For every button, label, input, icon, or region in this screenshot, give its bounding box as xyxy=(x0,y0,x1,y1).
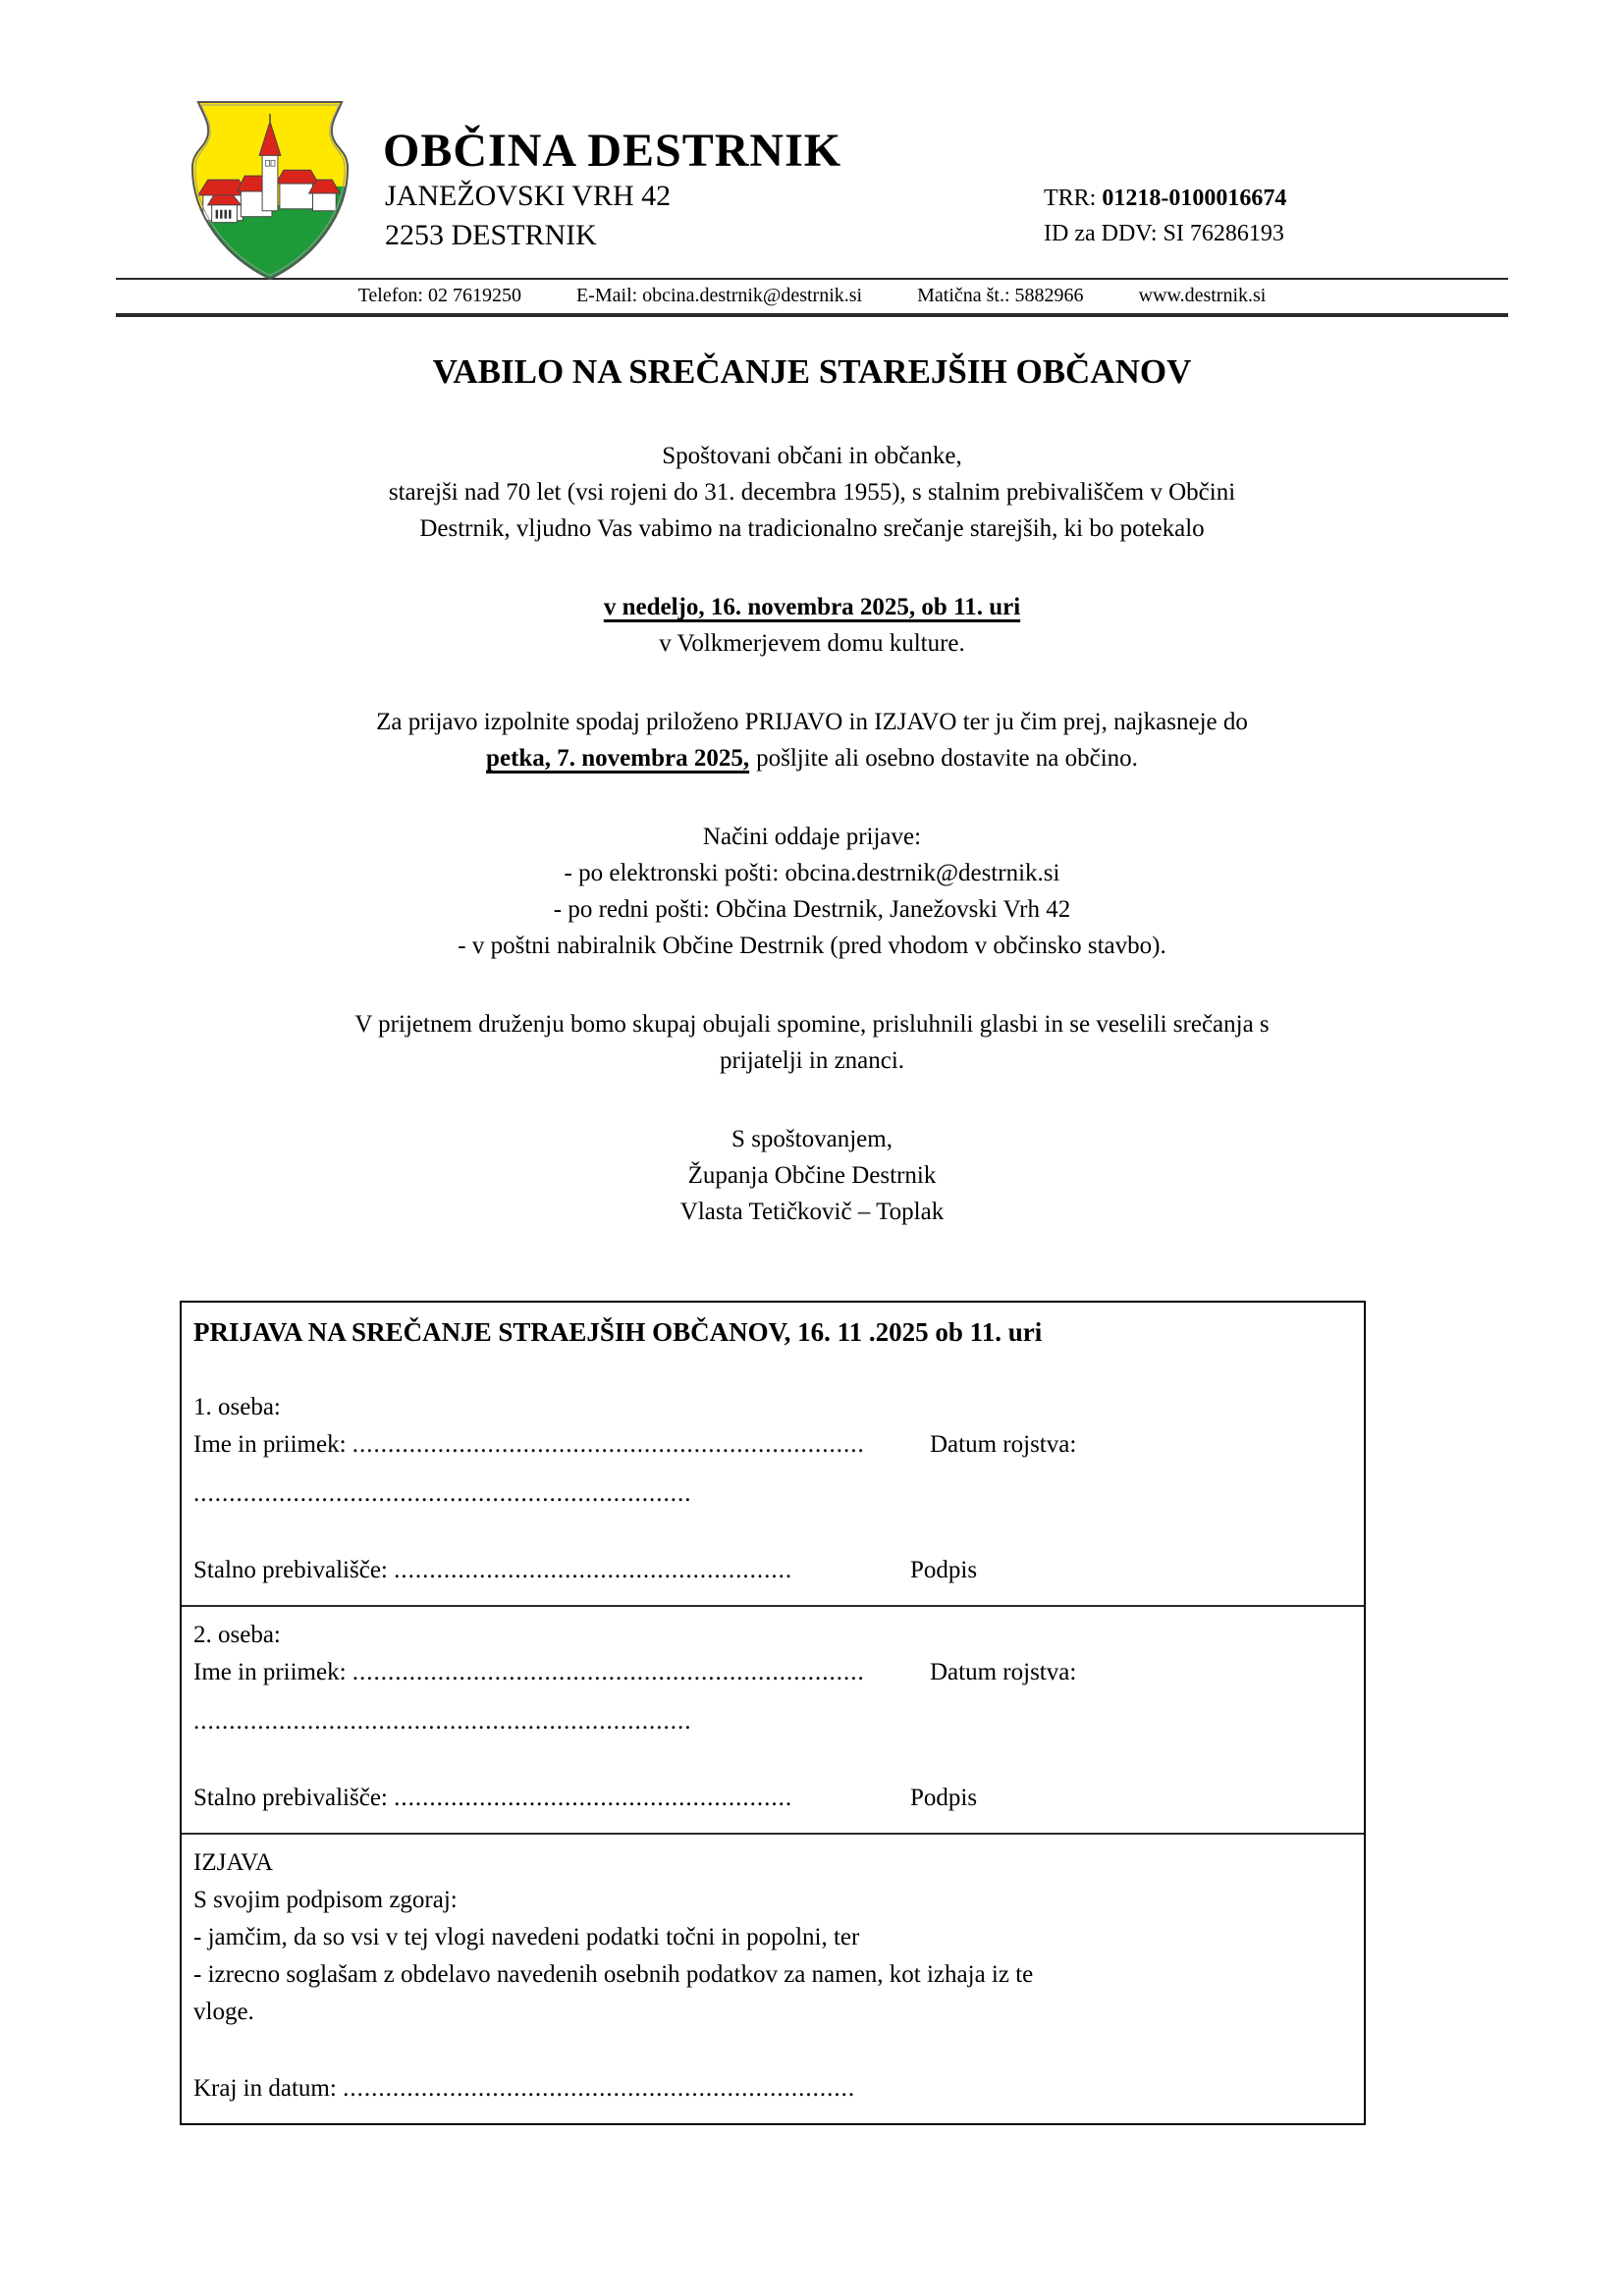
declaration-item-2-line-2: vloge. xyxy=(193,1999,254,2025)
name-overflow-fill-line: ...................................................................... xyxy=(193,1708,692,1735)
deadline-date: petka, 7. novembra 2025, xyxy=(486,745,750,772)
place-date-fill-line: ........................................................................ xyxy=(343,2075,856,2102)
letterhead xyxy=(0,0,1624,278)
dob-label: Datum rojstva: xyxy=(930,1431,1077,1458)
name-label: Ime in priimek: xyxy=(193,1431,352,1458)
org-address-block xyxy=(385,177,671,255)
event-paragraph xyxy=(59,589,1565,662)
org-fiscal-block xyxy=(1044,181,1286,251)
event-datetime-text: v nedeljo, 16. novembra 2025, ob 11. uri xyxy=(603,594,1021,620)
person-1-section xyxy=(182,1303,1364,1605)
submission-paragraph xyxy=(59,819,1565,964)
declaration-item-1: - jamčim, da so vsi v tej vlogi navedeni podatki točni in popolni, ter xyxy=(193,1924,860,1950)
intro-line-1: starejši nad 70 let (vsi rojeni do 31. decembra 1955), s stalnim prebivališčem v Občini xyxy=(388,479,1236,506)
salutation: Spoštovani občani in občanke, xyxy=(662,443,962,469)
place-date-label: Kraj in datum: xyxy=(193,2075,344,2102)
contact-line xyxy=(0,280,1624,313)
address-label: Stalno prebivališče: xyxy=(193,1557,395,1583)
submission-option-mailbox: - v poštni nabiralnik Občine Destrnik (pred vhodom v občinsko stavbo). xyxy=(458,933,1166,959)
signature-name: Vlasta Tetičkovič – Toplak xyxy=(679,1199,945,1225)
dob-label: Datum rojstva: xyxy=(930,1659,1077,1685)
event-datetime xyxy=(59,589,1565,625)
separator-thick xyxy=(116,313,1508,317)
contact-website: www.destrnik.si xyxy=(1138,285,1267,306)
invitation-title: VABILO NA SREČANJE STAREJŠIH OBČANOV xyxy=(432,352,1192,391)
person-2-address-row xyxy=(193,1780,1352,1817)
deadline-line-1: Za prijavo izpolnite spodaj priloženo PRIJAVO in IZJAVO ter ju čim prej, najkasneje do xyxy=(376,709,1248,735)
trr-number: 01218-0100016674 xyxy=(1102,186,1287,211)
address-fill-line: ........................................................ xyxy=(394,1557,793,1583)
intro-line-2: Destrnik, vljudno Vas vabimo na tradicionalno srečanje starejših, ki bo potekalo xyxy=(419,515,1205,542)
event-venue: v Volkmerjevem domu kulture. xyxy=(659,630,965,657)
submission-heading: Načini oddaje prijave: xyxy=(702,824,922,850)
address-label: Stalno prebivališče: xyxy=(193,1785,395,1811)
contact-email: E-Mail: obcina.destrnik@destrnik.si xyxy=(575,285,863,306)
person-2-heading: 2. oseba: xyxy=(193,1622,281,1648)
signature-label: Podpis xyxy=(910,1557,978,1583)
deadline-line-2 xyxy=(59,740,1565,776)
declaration-section xyxy=(182,1833,1364,2123)
invitation-body xyxy=(0,349,1624,1230)
person-1-heading: 1. oseba: xyxy=(193,1394,281,1420)
declaration-heading: IZJAVA xyxy=(193,1849,274,1876)
form-title: PRIJAVA NA SREČANJE STRAEJŠIH OBČANOV, 16. 11 .2025 ob 11. uri xyxy=(193,1317,1043,1347)
place-date-row xyxy=(193,2070,1352,2108)
trr-label: TRR: xyxy=(1044,186,1103,211)
signature-closing: S spoštovanjem, xyxy=(731,1126,893,1152)
person-2-name-row xyxy=(193,1654,1352,1691)
declaration-intro: S svojim podpisom zgoraj: xyxy=(193,1887,458,1913)
contact-phone: Telefon: 02 7619250 xyxy=(357,285,521,306)
closing-line-2: prijatelji in znanci. xyxy=(719,1047,905,1074)
trr-line xyxy=(1044,181,1286,216)
name-overflow-fill-line: ...................................................................... xyxy=(193,1480,692,1507)
intro-paragraph xyxy=(59,438,1565,547)
deadline-paragraph xyxy=(59,704,1565,776)
org-name: OBČINA DESTRNIK xyxy=(383,125,842,178)
contact-registration-number: Matična št.: 5882966 xyxy=(917,285,1084,306)
closing-paragraph xyxy=(59,1006,1565,1079)
name-label: Ime in priimek: xyxy=(193,1659,352,1685)
person-1-name-row xyxy=(193,1426,1352,1464)
person-2-name-overflow-row xyxy=(193,1703,1352,1740)
registration-form-box xyxy=(180,1301,1366,2125)
deadline-rest: pošljite ali osebno dostavite na občino. xyxy=(756,745,1138,772)
vat-line: ID za DDV: SI 76286193 xyxy=(1044,221,1284,246)
name-fill-line: ........................................................................ xyxy=(352,1431,865,1458)
submission-option-post: - po redni pošti: Občina Destrnik, Janežovski Vrh 42 xyxy=(553,896,1071,923)
org-address-line-1: JANEŽOVSKI VRH 42 xyxy=(385,180,672,212)
signature-block xyxy=(59,1121,1565,1230)
closing-line-1: V prijetnem druženju bomo skupaj obujali spomine, prisluhnili glasbi in se veselili srečanja s xyxy=(354,1011,1270,1038)
org-address-line-2: 2253 DESTRNIK xyxy=(385,219,597,251)
person-2-section xyxy=(182,1605,1364,1833)
signature-label: Podpis xyxy=(910,1785,978,1811)
name-fill-line: ........................................................................ xyxy=(352,1659,865,1685)
person-1-name-overflow-row xyxy=(193,1475,1352,1513)
coat-of-arms-icon xyxy=(183,94,357,285)
declaration-item-2-line-1: - izrecno soglašam z obdelavo navedenih osebnih podatkov za namen, kot izhaja iz te xyxy=(193,1961,1034,1988)
submission-option-email: - po elektronski pošti: obcina.destrnik@destrnik.si xyxy=(564,860,1060,886)
address-fill-line: ........................................................ xyxy=(394,1785,793,1811)
person-1-address-row xyxy=(193,1552,1352,1589)
signature-role: Županja Občine Destrnik xyxy=(687,1162,937,1189)
